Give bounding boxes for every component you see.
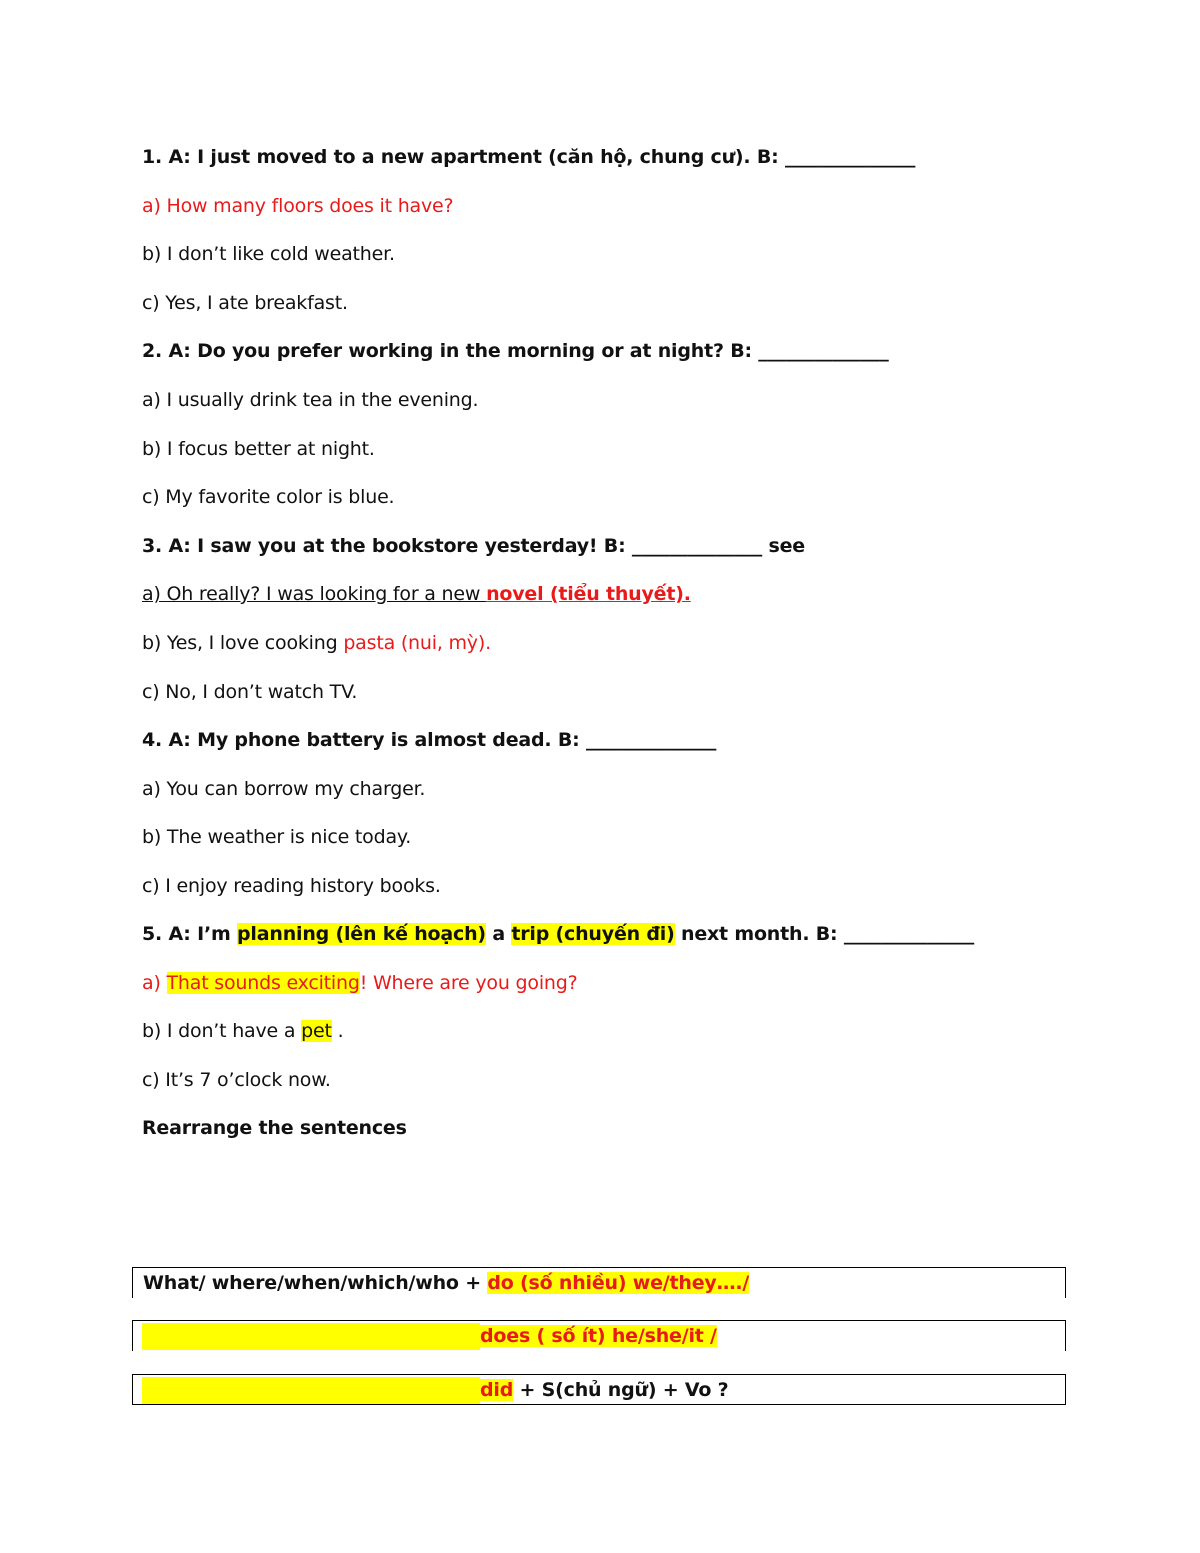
q5-prompt-highlight-planning: planning (lên kế hoạch) bbox=[237, 923, 486, 945]
q1-option-a: a) How many floors does it have? bbox=[142, 195, 454, 217]
grammar-row-2-does: does ( số ít) he/she/it / bbox=[480, 1325, 717, 1347]
q3-option-a bbox=[142, 581, 691, 607]
grammar-row-2-text bbox=[480, 1322, 717, 1350]
grammar-row-3-did: did bbox=[480, 1379, 514, 1401]
grammar-table-row-3 bbox=[132, 1374, 1066, 1405]
grammar-row-1-text bbox=[143, 1269, 749, 1297]
grammar-row-1-wh-words: What/ where/when/which/who + bbox=[143, 1272, 488, 1294]
q2-prompt: 2. A: Do you prefer working in the morning or at night? B: ______________ bbox=[142, 340, 889, 362]
grammar-table-row-2 bbox=[132, 1320, 1066, 1351]
grammar-row-3-structure: + S(chủ ngữ) + Vo ? bbox=[513, 1379, 729, 1401]
q3-option-a-keyword: novel (tiểu thuyết). bbox=[486, 583, 691, 605]
q4-option-c: c) I enjoy reading history books. bbox=[142, 875, 441, 897]
q3-option-b-text: b) Yes, I love cooking bbox=[142, 632, 344, 654]
q1-prompt: 1. A: I just moved to a new apartment (căn hộ, chung cư). B: ______________ bbox=[142, 146, 916, 168]
q2-option-b: b) I focus better at night. bbox=[142, 438, 375, 460]
grammar-table-row-1 bbox=[132, 1267, 1066, 1298]
grammar-row-1-do: do (số nhiều) we/they…./ bbox=[487, 1272, 750, 1294]
q5-prompt bbox=[142, 921, 974, 947]
q5-option-b-text: b) I don’t have a bbox=[142, 1020, 302, 1042]
q5-option-c: c) It’s 7 o’clock now. bbox=[142, 1069, 331, 1091]
q5-option-a-prefix: a) bbox=[142, 972, 167, 994]
q2-option-c: c) My favorite color is blue. bbox=[142, 486, 395, 508]
q5-option-b-highlight: pet bbox=[301, 1020, 332, 1042]
q1-option-b: b) I don’t like cold weather. bbox=[142, 243, 395, 265]
q5-prompt-part1: 5. A: I’m bbox=[142, 923, 238, 945]
q5-prompt-part5: next month. B: ______________ bbox=[674, 923, 975, 945]
q3-prompt: 3. A: I saw you at the bookstore yesterday! B: ______________ see bbox=[142, 535, 805, 557]
q5-option-a-highlight: That sounds exciting bbox=[166, 972, 360, 994]
grammar-row-2-highlight bbox=[142, 1323, 480, 1350]
q4-option-a: a) You can borrow my charger. bbox=[142, 778, 426, 800]
q3-option-a-text: a) Oh really? I was looking for a new bbox=[142, 583, 487, 605]
grammar-row-3-highlight bbox=[142, 1377, 480, 1404]
q5-option-b-end: . bbox=[331, 1020, 344, 1042]
q5-option-a bbox=[142, 970, 577, 996]
q5-option-b bbox=[142, 1018, 343, 1044]
q3-option-b bbox=[142, 630, 491, 656]
grammar-row-3-text bbox=[480, 1376, 728, 1404]
q2-option-a: a) I usually drink tea in the evening. bbox=[142, 389, 479, 411]
q3-option-c: c) No, I don’t watch TV. bbox=[142, 681, 358, 703]
q4-prompt: 4. A: My phone battery is almost dead. B: ______________ bbox=[142, 729, 717, 751]
q5-prompt-part3: a bbox=[485, 923, 512, 945]
q1-option-c: c) Yes, I ate breakfast. bbox=[142, 292, 348, 314]
section-title: Rearrange the sentences bbox=[142, 1117, 407, 1139]
q5-option-a-rest: ! Where are you going? bbox=[359, 972, 578, 994]
q4-option-b: b) The weather is nice today. bbox=[142, 826, 412, 848]
q5-prompt-highlight-trip: trip (chuyến đi) bbox=[511, 923, 675, 945]
q3-option-b-keyword: pasta (nui, mỳ). bbox=[343, 632, 491, 654]
